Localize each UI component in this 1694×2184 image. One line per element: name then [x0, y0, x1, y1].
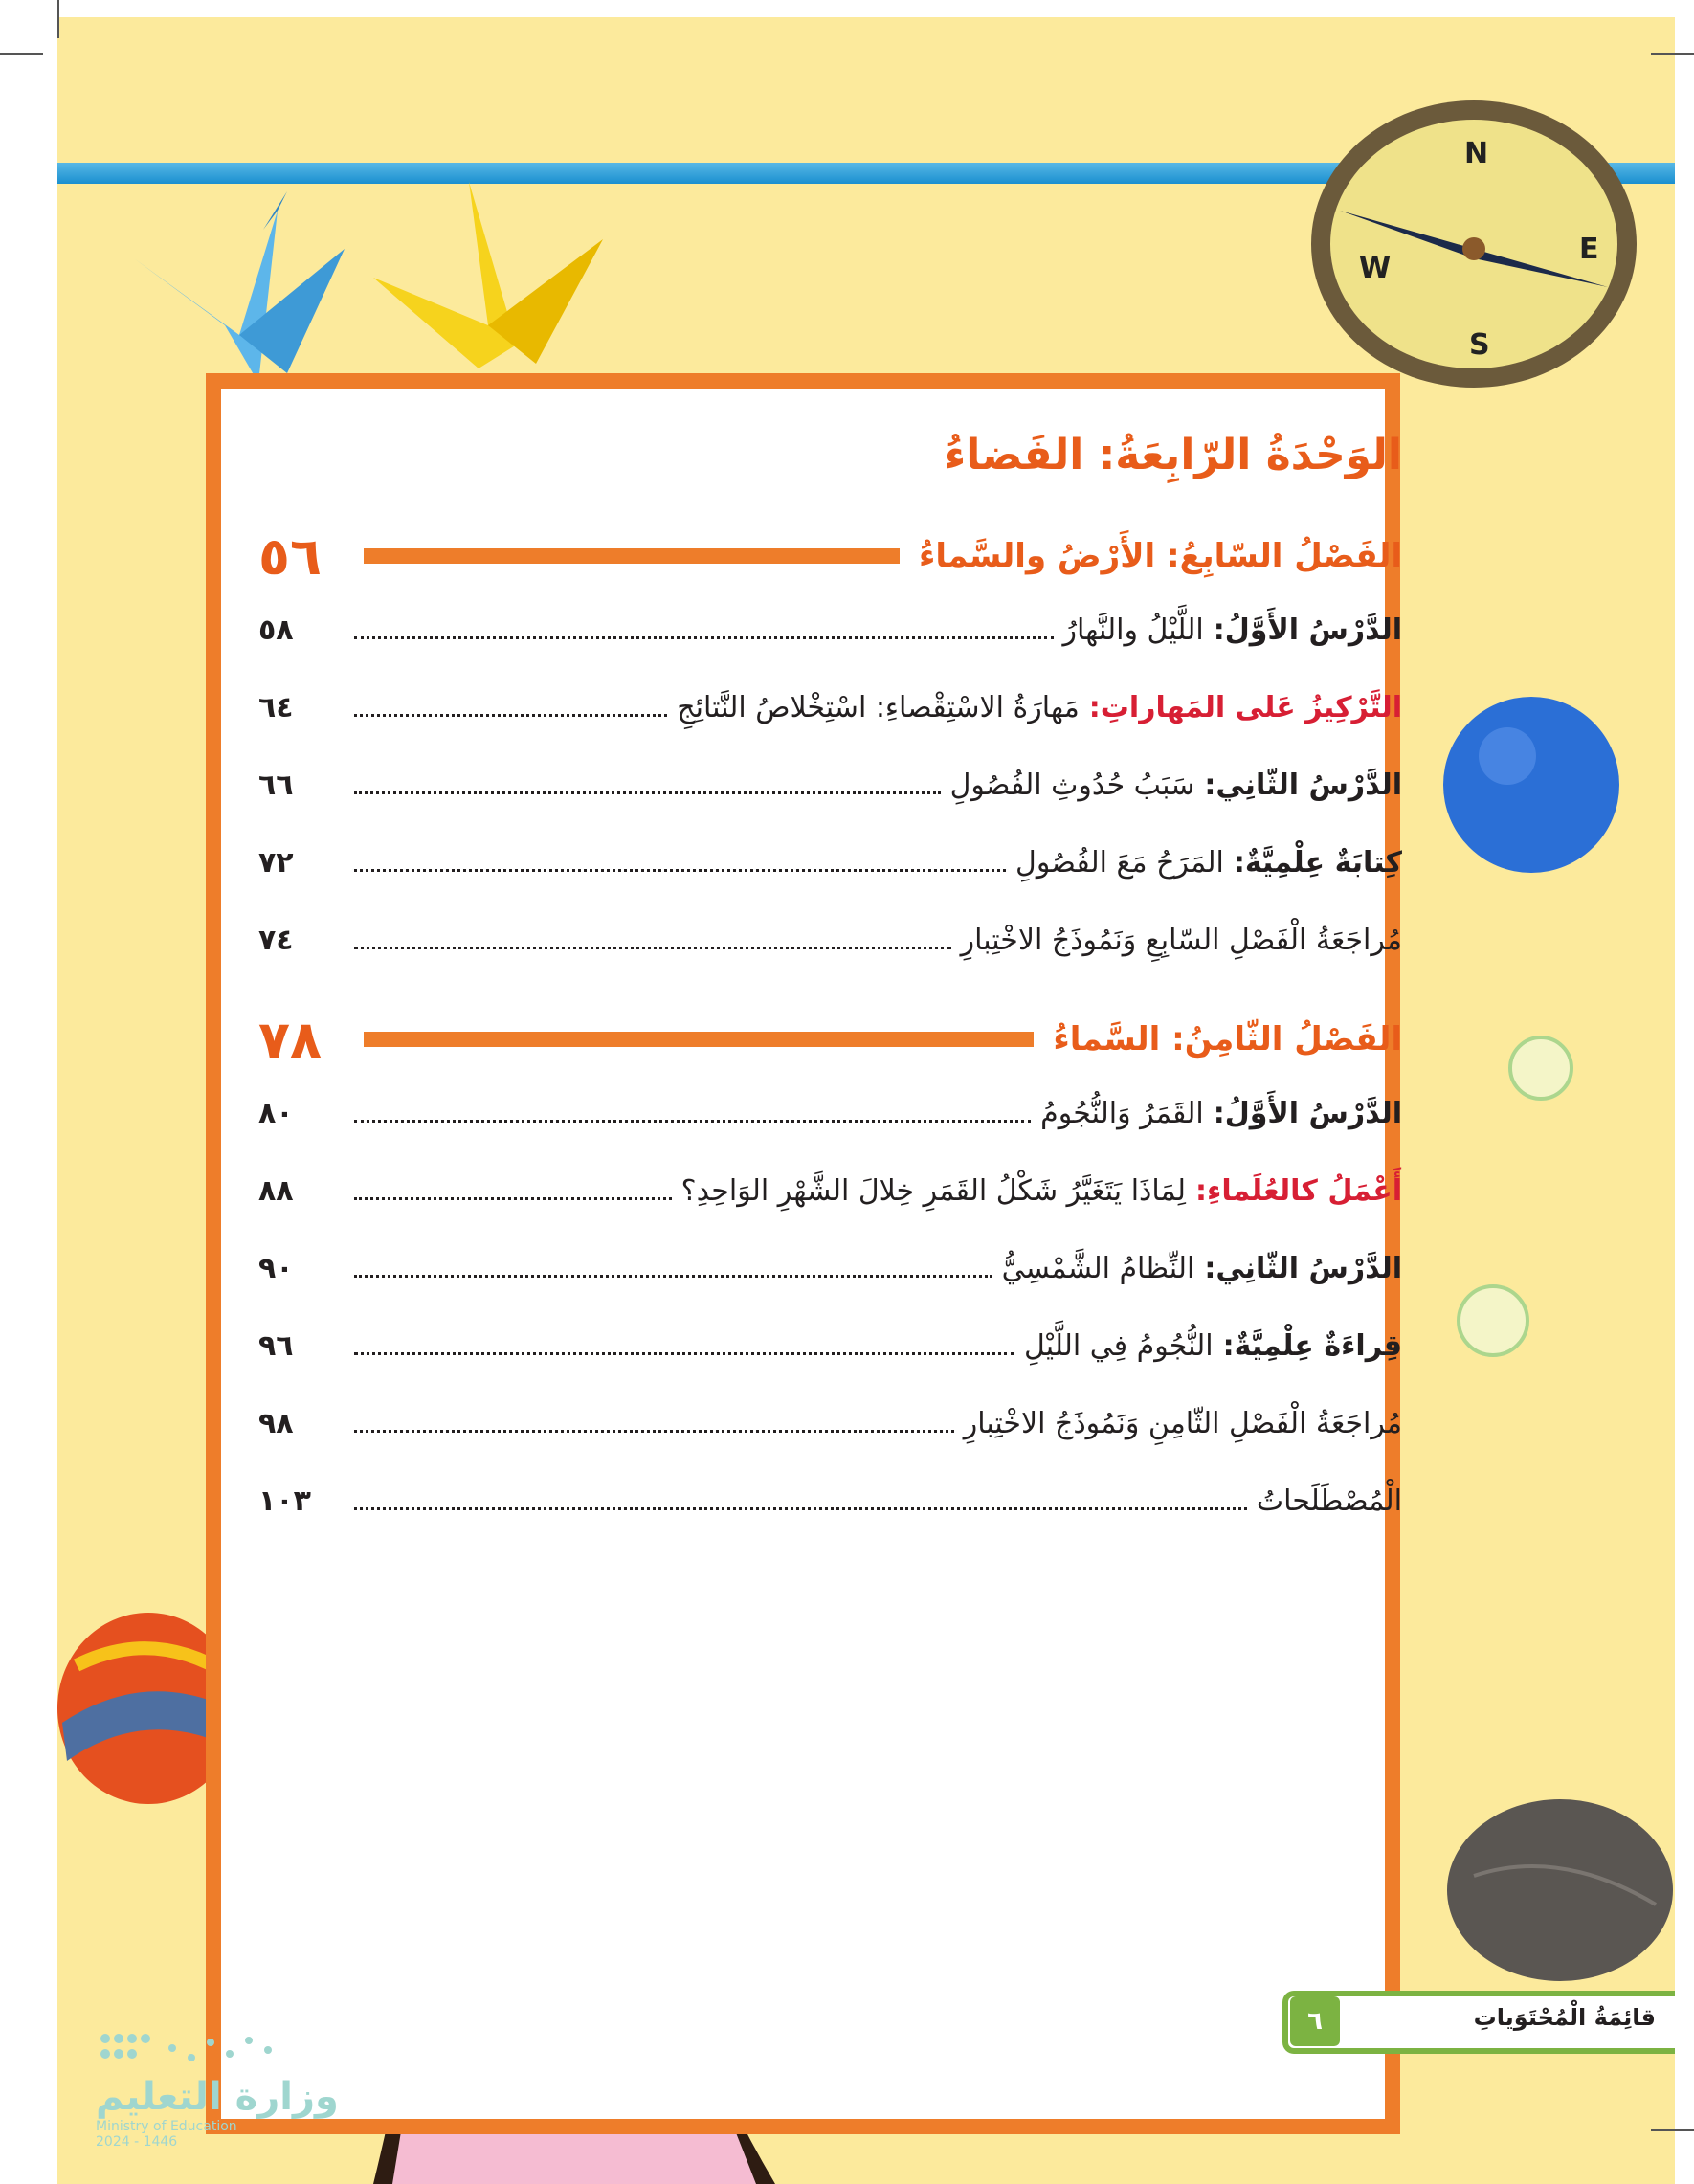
- dot-leader: [354, 947, 951, 949]
- toc-entry-page: ٩٠: [258, 1252, 294, 1285]
- ministry-logo: [96, 2029, 339, 2150]
- toc-entry-text: الْمُصْطَلَحاتُ: [1256, 1484, 1402, 1518]
- table-of-contents: [258, 412, 1402, 1562]
- compass-icon: [1302, 86, 1646, 402]
- toc-entry-label: كِتابَةٌ عِلْمِيَّةٌ:: [1233, 846, 1402, 880]
- chapter-divider: [364, 548, 900, 564]
- dot-leader: [354, 1352, 1014, 1355]
- toc-entry[interactable]: [258, 1407, 1402, 1484]
- chapter-title: الفَصْلُ الثّامِنُ: السَّماءُ: [1053, 1020, 1402, 1059]
- toc-entry[interactable]: [258, 769, 1402, 846]
- dot-leader: [354, 1507, 1247, 1510]
- ministry-dots-icon: [96, 2029, 278, 2071]
- ministry-name-arabic: وزارة التعليم: [96, 2075, 339, 2119]
- toc-entry[interactable]: [258, 846, 1402, 924]
- toc-entry-label: الدَّرْسُ الثّانِي:: [1204, 1252, 1402, 1285]
- toc-entry[interactable]: [258, 1174, 1402, 1252]
- chapter-heading: [258, 1001, 1402, 1078]
- chapter-heading: [258, 518, 1402, 594]
- toc-entry-text: مُراجَعَةُ الْفَصْلِ السّابِعِ وَنَمُوذَجُ الاخْتِبارِ: [960, 924, 1402, 957]
- dot-leader: [354, 714, 667, 717]
- toc-entry-page: ٥٨: [258, 613, 294, 647]
- chapter-page-number: ٧٨: [258, 1009, 322, 1070]
- toc-entry[interactable]: [258, 1097, 1402, 1174]
- chapter-divider: [364, 1032, 1034, 1047]
- toc-entry-label: أَعْمَلُ كالعُلَماءِ:: [1195, 1174, 1402, 1208]
- page-number: ٦: [1290, 1996, 1340, 2046]
- toc-entry-text: المَرَحُ مَعَ الفُصُولِ: [1015, 846, 1224, 880]
- dot-leader: [354, 1275, 992, 1278]
- toc-entry-page: ٨٨: [258, 1174, 294, 1208]
- toc-entry[interactable]: [258, 924, 1402, 1001]
- toc-entry-page: ٦٤: [258, 691, 294, 724]
- toc-entry-text: مُراجَعَةُ الْفَصْلِ الثّامِنِ وَنَمُوذَجُ الاخْتِبارِ: [963, 1407, 1402, 1440]
- toc-entry-page: ٩٦: [258, 1329, 294, 1363]
- toc-entry[interactable]: [258, 1329, 1402, 1407]
- toc-entry-text: النِّظامُ الشَّمْسِيُّ: [1001, 1252, 1195, 1285]
- toc-entry-page: ١٠٣: [258, 1484, 311, 1518]
- toc-entry-text: النُّجُومُ فِي اللَّيْلِ: [1024, 1329, 1214, 1363]
- crop-mark: [1651, 2129, 1694, 2131]
- dot-leader: [354, 1120, 1031, 1123]
- toc-entry-label: الدَّرْسُ الثّانِي:: [1204, 769, 1402, 802]
- toc-entry-page: ٨٠: [258, 1097, 294, 1130]
- toc-entry-label: الدَّرْسُ الأَوَّلُ:: [1213, 613, 1402, 647]
- toc-entry-glossary[interactable]: [258, 1484, 1402, 1562]
- dot-leader: [354, 1430, 954, 1433]
- svg-text:E: E: [1579, 233, 1599, 266]
- toc-entry-text: سَبَبُ حُدُوثِ الفُصُولِ: [949, 769, 1195, 802]
- origami-crane-blue-icon: [134, 191, 354, 383]
- dot-leader: [354, 791, 941, 794]
- toc-entry-page: ٧٤: [258, 924, 294, 957]
- chapter-page-number: ٥٦: [258, 525, 322, 587]
- toc-entry-page: ٩٨: [258, 1407, 294, 1440]
- chapter-title: الفَصْلُ السّابِعُ: الأَرْضُ والسَّماءُ: [918, 537, 1402, 575]
- svg-text:S: S: [1469, 328, 1490, 362]
- dot-leader: [354, 636, 1054, 639]
- toc-entry[interactable]: [258, 613, 1402, 691]
- footer-label: قائِمَةُ الْمُحْتَوَياتِ: [1473, 2004, 1656, 2031]
- toc-entry-page: ٧٢: [258, 846, 294, 880]
- toc-entry-text: مَهارَةُ الاسْتِقْصاءِ: اسْتِخْلاصُ النَّتائِجِ: [677, 691, 1080, 724]
- unit-title: الوَحْدَةُ الرّابِعَةُ: الفَضاءُ: [944, 431, 1402, 479]
- toc-entry-text: لِمَاذَا يَتَغَيَّرُ شَكْلُ القَمَرِ خِلالَ الشَّهْرِ الوَاحِدِ؟: [680, 1174, 1187, 1208]
- toc-entry-page: ٦٦: [258, 769, 294, 802]
- crop-mark: [0, 53, 43, 55]
- ministry-years: 2024 - 1446: [96, 2134, 178, 2150]
- ministry-name-english: Ministry of Education: [96, 2119, 237, 2134]
- blue-spiky-ball-icon: [1436, 689, 1627, 880]
- toc-entry-label: قِراءَةٌ عِلْمِيَّةٌ:: [1222, 1329, 1402, 1363]
- svg-text:W: W: [1359, 252, 1392, 285]
- toc-entry-label: التَّرْكِيزُ عَلى المَهاراتِ:: [1088, 691, 1402, 724]
- dot-leader: [354, 869, 1006, 872]
- crop-mark: [57, 0, 59, 38]
- crop-mark: [1651, 53, 1694, 55]
- toc-entry-text: اللَّيْلُ والنَّهارُ: [1062, 613, 1204, 647]
- toc-entry[interactable]: [258, 691, 1402, 769]
- toc-entry[interactable]: [258, 1252, 1402, 1329]
- toc-entry-text: القَمَرُ وَالنُّجُومُ: [1040, 1097, 1204, 1130]
- origami-crane-yellow-icon: [364, 182, 613, 373]
- dot-leader: [354, 1197, 672, 1200]
- toc-entry-label: الدَّرْسُ الأَوَّلُ:: [1213, 1097, 1402, 1130]
- svg-text:N: N: [1464, 137, 1489, 170]
